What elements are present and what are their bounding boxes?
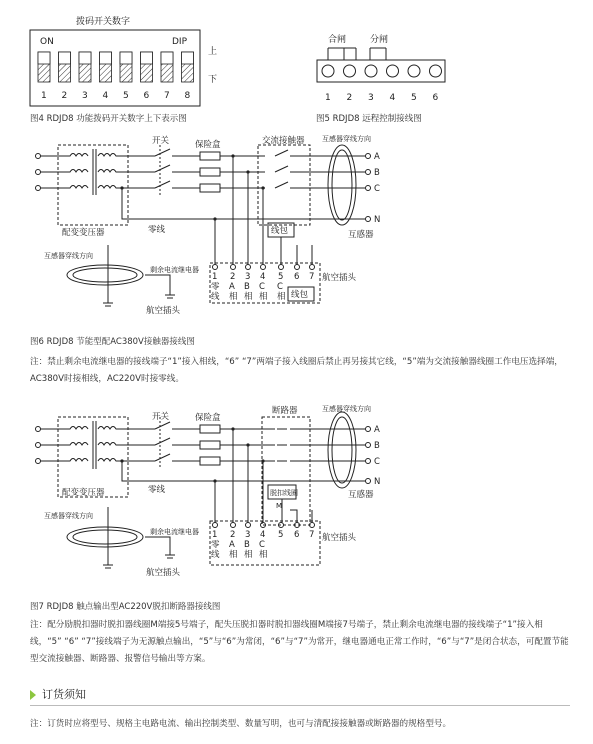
fig7-neutral-label: 零线: [148, 485, 166, 495]
fig7-term-num-1: 1: [212, 530, 218, 540]
fig7-relay-label: 剩余电流继电器: [150, 528, 199, 536]
fig7-ct-label: 互感器: [348, 490, 374, 500]
fig6-term-num-2: 2: [230, 272, 236, 282]
fig7-term-l2-1: 线: [211, 550, 220, 560]
fig6-contactor-wiring-diagram: [0, 135, 593, 320]
dip-number-6: 6: [143, 91, 150, 101]
fig6-term-circle-2: [231, 265, 236, 270]
triangle-icon: [30, 690, 36, 700]
fig5-terminal-1: [322, 65, 334, 77]
fig6-term-l1-1: 零: [211, 282, 220, 292]
fig6-term-l1-4: C: [259, 282, 265, 292]
fig7-term-l1-1: 零: [211, 540, 220, 550]
dip-up-label: 上: [208, 47, 218, 57]
dip-switch-knob-7: [161, 52, 173, 64]
fig6-coil-label: 线包: [271, 226, 289, 236]
fig5-caption: 图5 RDJD8 远程控制接线图: [316, 114, 422, 124]
fig5-terminal-4: [387, 65, 399, 77]
dip-switch-knob-1: [38, 52, 50, 64]
dip-switch-knob-5: [120, 52, 132, 64]
fig6-phase-c: C: [374, 184, 380, 194]
fig7-switch-label: 开关: [152, 412, 170, 422]
fig7-term-l1-2: A: [229, 540, 235, 550]
fig6-term-num-4: 4: [260, 272, 266, 282]
dip-number-3: 3: [82, 91, 88, 101]
order-title-text: 订货须知: [42, 688, 86, 701]
order-note: 注：订货时应将型号、规格主电路电流、输出控制类型、数量写明，也可与清配接接触器或断路器的规格型号。: [30, 719, 452, 729]
fig6-phase-n: N: [374, 215, 381, 225]
fig6-term-l2-2: 相: [229, 292, 238, 302]
fig6-term-l2-5: 相: [277, 292, 286, 302]
fig7-term-l2-4: 相: [259, 550, 268, 560]
fig6-term-num-1: 1: [212, 272, 218, 282]
fig6-neutral-label: 零线: [148, 225, 166, 235]
fig6-plug-label: 航空插头: [146, 306, 181, 316]
fig7-term-num-2: 2: [230, 530, 236, 540]
order-section-title: [30, 686, 86, 702]
dip-switch-knob-6: [141, 52, 153, 64]
fig6-term-circle-7: [310, 265, 315, 270]
fig6-fuse-label: 保险盒: [195, 140, 221, 150]
fig6-note: 注：禁止剩余电流继电器的接线端子“1”接入相线，“6” “7”两端子接入线圈后禁止再另接其它线，“5”端为交流接触器线圈工作电压选择端，AC380V时接相线，AC220V时接零线。: [30, 357, 563, 384]
dip-on-label: ON: [40, 37, 54, 47]
fig5-terminal-5: [408, 65, 420, 77]
fig6-term-l1-5: C: [277, 282, 283, 292]
fig5-terminal-6: [430, 65, 442, 77]
fig7-plug-label: 航空插头: [146, 568, 181, 578]
dip-number-8: 8: [184, 91, 191, 101]
fig6-switch-label: 开关: [152, 136, 170, 146]
fig7-ct-dir-label: 互感器穿线方向: [322, 405, 371, 413]
fig6-coil2-label: 线包: [291, 290, 309, 300]
open-label: 分闸: [370, 35, 389, 45]
dip-number-5: 5: [123, 91, 129, 101]
fig6-term-l2-1: 线: [211, 292, 220, 302]
fig6-relay-label: 剩余电流继电器: [150, 266, 199, 274]
fig6-term-num-3: 3: [245, 272, 251, 282]
fig5-terminal-block: [317, 60, 445, 82]
dip-number-4: 4: [102, 91, 109, 101]
dip-switch-knob-3: [79, 52, 91, 64]
fig7-term-l2-2: 相: [229, 550, 238, 560]
fig5-number-5: 5: [411, 93, 417, 103]
fig7-phase-a: A: [374, 425, 380, 435]
fig5-number-6: 6: [432, 93, 439, 103]
fig7-term-num-4: 4: [260, 530, 266, 540]
fig5-terminal-2: [344, 65, 356, 77]
dip-number-1: 1: [41, 91, 47, 101]
fig6-caption: 图6 RDJD8 节能型配AC380V接触器接线图: [30, 337, 195, 347]
dip-number-7: 7: [164, 91, 170, 101]
fig7-fuse-label: 保险盒: [195, 413, 221, 423]
fig5-number-2: 2: [346, 93, 353, 103]
fig6-term-circle-1: [213, 265, 218, 270]
fig6-ct-dir-label: 互感器穿线方向: [322, 135, 371, 143]
fig7-term-num-3: 3: [245, 530, 251, 540]
fig7-transformer-label: 配变变压器: [62, 488, 105, 498]
fig6-term-num-6: 6: [294, 272, 300, 282]
dip-switch-knob-8: [182, 52, 194, 64]
fig4-caption: 图4 RDJD8 功能拨码开关数字上下表示图: [30, 114, 187, 124]
fig6-transformer-label: 配变变压器: [62, 228, 105, 238]
fig7-ct-dir2-label: 互感器穿线方向: [44, 512, 93, 520]
fig7-term-circle-3: [246, 523, 251, 528]
fig6-contactor-label: 交流接触器: [262, 136, 305, 146]
fig7-plug2-label: 航空插头: [322, 533, 357, 543]
fig5-terminal-3: [365, 65, 377, 77]
fig7-phase-c: C: [374, 457, 380, 467]
fig7-note: 注：配分励脱扣器时脱扣器线圈M端接5号端子，配失压脱扣器时脱扣器线圈M端接7号端子，禁止剩余电流继电器的接线端子“1”接入相线，“5” “6” “7”接线端子为无源触点输出，“5”与“6”为常闭，“6”与“7”为常开，继电器通电正常工作时，“6”与“7”是闭合状态，可配置节能型交流接触器、断路器、报警信号输出等方案。: [30, 620, 569, 664]
fig6-ct-label: 互感器: [348, 230, 374, 240]
close-label: 合闸: [328, 35, 347, 45]
fig6-term-num-7: 7: [309, 272, 315, 282]
fig6-term-l1-3: B: [244, 282, 250, 292]
fig5-remote-wiring-diagram: [300, 0, 593, 120]
fig7-trip-label: 脱扣线圈: [270, 489, 298, 497]
dip-switch-knob-2: [59, 52, 71, 64]
fig7-m-label: M: [276, 502, 283, 510]
fig7-term-num-7: 7: [309, 530, 315, 540]
fig7-term-circle-1: [213, 523, 218, 528]
fig6-ct-dir2-label: 互感器穿线方向: [44, 252, 93, 260]
fig5-number-1: 1: [325, 93, 331, 103]
fig7-term-l1-3: B: [244, 540, 250, 550]
fig5-number-4: 4: [389, 93, 396, 103]
fig6-term-l1-2: A: [229, 282, 235, 292]
fig6-term-circle-5: [279, 265, 284, 270]
dip-down-label: 下: [208, 75, 218, 85]
fig7-term-l2-3: 相: [244, 550, 253, 560]
fig6-term-circle-3: [246, 265, 251, 270]
dip-label: DIP: [172, 37, 188, 47]
fig6-term-l2-4: 相: [259, 292, 268, 302]
fig7-term-num-5: 5: [278, 530, 284, 540]
dip-number-2: 2: [61, 91, 68, 101]
fig7-term-l1-4: C: [259, 540, 265, 550]
fig7-breaker-wiring-diagram: [0, 405, 593, 590]
fig7-breaker-label: 断路器: [272, 406, 298, 416]
fig7-term-circle-2: [231, 523, 236, 528]
fig7-caption: 图7 RDJD8 触点输出型AC220V脱扣断路器接线图: [30, 602, 221, 612]
fig6-term-circle-4: [261, 265, 266, 270]
fig6-phase-a: A: [374, 152, 380, 162]
fig6-phase-b: B: [374, 168, 380, 178]
fig6-term-l2-3: 相: [244, 292, 253, 302]
fig6-term-num-5: 5: [278, 272, 284, 282]
fig4-title: 拨码开关数字: [76, 17, 131, 27]
fig6-plug2-label: 航空插头: [322, 273, 357, 283]
dip-switch-knob-4: [100, 52, 112, 64]
fig6-term-circle-6: [295, 265, 300, 270]
divider: [30, 705, 570, 706]
fig7-term-num-6: 6: [294, 530, 300, 540]
fig5-number-3: 3: [368, 93, 374, 103]
fig7-phase-b: B: [374, 441, 380, 451]
fig7-phase-n: N: [374, 477, 381, 487]
